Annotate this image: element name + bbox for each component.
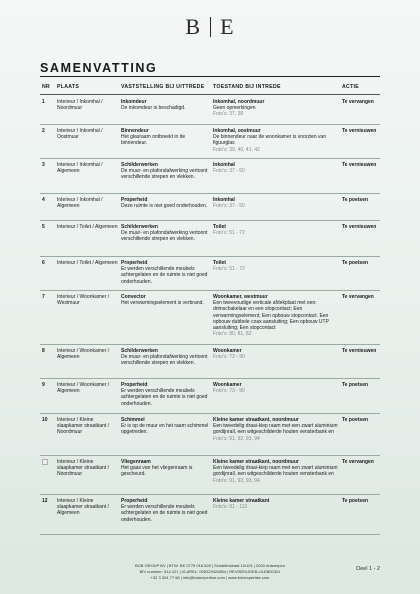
row-number: 3 — [42, 162, 45, 168]
header-toestand: TOESTAND BIJ INTREDE — [213, 84, 281, 90]
row-vaststelling — [121, 417, 211, 436]
vaststelling-text: De muur- en plafondafwerking vertoont verschillende strepen en vlekken. — [121, 230, 208, 243]
toestand-photos: Foto's: 91, 92, 93, 94 — [213, 435, 260, 442]
vaststelling-title: Schimmel — [121, 417, 145, 423]
toestand-text: De binnendeur naar de woonkamer is voorzien van figuurglas — [213, 134, 327, 147]
header-plaats: PLAATS — [57, 84, 80, 90]
row-vaststelling — [121, 382, 211, 407]
toestand-text: Een tweedelig draai-kiep raam met een zwart aluminium gordijnrail, een witgeschilderde houten vensterbank en — [213, 423, 338, 436]
toestand-title: Inkomhal, oostmuur — [213, 128, 261, 134]
vaststelling-text: Het gaas van het vliegenraam is gescheurd. — [121, 465, 193, 478]
table-row — [40, 290, 380, 344]
row-actie: Te poetsen — [342, 382, 369, 388]
table-row — [40, 220, 380, 256]
toestand-text: Een tweevoudige verticale afdekplaat met een: drimschakelaar en een stopcontact; Een verwarmingselement; Een opbouw stopcontact. Een opbouw dubbele coax aansluiting; Een opbouw UTP aansluiting; Een stopcontact — [213, 300, 329, 332]
row-vaststelling — [121, 348, 211, 367]
vaststelling-title: Vliegenraam — [121, 459, 151, 465]
vaststelling-text: De muur- en plafondafwerking vertoont verschillende strepen en vlekken. — [121, 168, 208, 181]
row-actie: Te poetsen — [342, 260, 369, 266]
toestand-title: Woonkamer — [213, 382, 242, 388]
vaststelling-title: Properheid — [121, 197, 148, 203]
toestand-title: Toilet — [213, 224, 226, 230]
row-number: 7 — [42, 294, 45, 300]
row-toestand — [213, 498, 339, 510]
vaststelling-text: Het verwarmingselement is verbrand. — [121, 300, 204, 307]
table-row — [40, 95, 380, 124]
row-number: 8 — [42, 348, 45, 354]
vaststelling-title: Inkomdeur — [121, 99, 147, 105]
row-toestand — [213, 417, 339, 442]
row-vaststelling — [121, 459, 211, 478]
row-plaats: Interieur / Kleine slaapkamer straatkant / Noordmuur — [57, 459, 109, 478]
toestand-photos: Foto's: 91, 92, 93, 94 — [213, 477, 260, 484]
row-plaats: Interieur / Inkomhal / Noordmuur — [57, 99, 103, 112]
row-number: 4 — [42, 197, 45, 203]
title-rule — [40, 76, 380, 77]
row-vaststelling — [121, 224, 211, 243]
row-actie: Te vernieuwen — [342, 162, 377, 168]
row-toestand — [213, 197, 339, 209]
toestand-title: Toilet — [213, 260, 226, 266]
vaststelling-text: Er werden verschillende meubels achtergelaten en de ruimte is niet goed onderhouden. — [121, 266, 208, 285]
table-row — [40, 378, 380, 413]
row-toestand — [213, 294, 339, 337]
row-actie: Te vernieuwen — [342, 224, 377, 230]
row-vaststelling — [121, 294, 211, 306]
row-number: 12 — [42, 498, 48, 504]
row-toestand — [213, 348, 339, 360]
header-nr: NR — [42, 84, 51, 90]
toestand-photos: Foto's: 80, 81, 82 — [213, 331, 252, 338]
toestand-photos: Foto's: 51 - 72 — [213, 230, 245, 237]
row-actie: Te poetsen — [342, 197, 369, 203]
row-toestand — [213, 224, 339, 236]
row-vaststelling — [121, 162, 211, 181]
toestand-title: Inkomhal — [213, 162, 235, 168]
row-actie: Te vervangen — [342, 99, 374, 105]
row-number: 9 — [42, 382, 45, 388]
vaststelling-text: Er is op de muur en het raam schimmel opgetreden. — [121, 423, 209, 436]
vaststelling-title: Properheid — [121, 260, 148, 266]
toestand-title: Kleine kamer straatkant, noordmuur — [213, 417, 299, 423]
page-title: SAMENVATTING — [40, 61, 158, 75]
row-toestand — [213, 128, 339, 153]
table-row — [40, 494, 380, 534]
row-plaats: Interieur / Kleine slaapkamer straatkant / Noordmuur — [57, 417, 109, 436]
table-row — [40, 344, 380, 378]
row-toestand — [213, 260, 339, 272]
row-number: 2 — [42, 128, 45, 134]
table-row — [40, 455, 380, 494]
vaststelling-title: Properheid — [121, 382, 148, 388]
toestand-photos: Foto's: 37, 38 — [213, 111, 244, 118]
row-number: 6 — [42, 260, 45, 266]
vaststelling-title: Binnendeur — [121, 128, 149, 134]
table-row — [40, 158, 380, 193]
row-plaats: Interieur / Toilet / Algemeen — [57, 224, 118, 230]
table-row — [40, 124, 380, 158]
row-number: 1 — [42, 99, 45, 105]
row-number: 10 — [42, 417, 48, 423]
row-actie: Te vervangen — [342, 459, 374, 465]
toestand-photos: Foto's: 73 - 90 — [213, 388, 245, 395]
logo-letter-right: E — [220, 14, 235, 39]
row-plaats: Interieur / Woonkamer / Westmuur — [57, 294, 110, 307]
toestand-photos: Foto's: 51 - 72 — [213, 266, 245, 273]
row-number: 5 — [42, 224, 45, 230]
row-toestand — [213, 382, 339, 394]
table-row — [40, 193, 380, 220]
toestand-title: Kleine kamer straatkant, noordmuur — [213, 459, 299, 465]
row-plaats: Interieur / Inkomhal / Algemeen — [57, 162, 103, 175]
vaststelling-text: De muur- en plafondafwerking vertoont verschillende strepen en vlekken. — [121, 354, 208, 367]
header-actie: ACTIE — [342, 84, 360, 90]
toestand-title: Woonkamer — [213, 348, 242, 354]
toestand-title: Kleine kamer straatkant — [213, 498, 270, 504]
row-checkbox[interactable] — [42, 459, 48, 467]
row-actie: Te poetsen — [342, 417, 369, 423]
row-toestand — [213, 99, 339, 118]
header-vaststelling: VASTSTELLING BIJ UITTREDE — [121, 84, 205, 90]
table-row — [40, 256, 380, 290]
row-actie: Te vervangen — [342, 294, 374, 300]
row-vaststelling — [121, 498, 211, 523]
toestand-photos: Foto's: 73 - 90 — [213, 354, 245, 361]
vaststelling-title: Schilderwerken — [121, 348, 158, 354]
row-plaats: Interieur / Woonkamer / Algemeen — [57, 382, 110, 395]
vaststelling-text: Er werden verschillende meubels achtergelaten en de ruimte is niet goed onderhouden. — [121, 388, 208, 407]
row-plaats: Interieur / Inkomhal / Oostmuur — [57, 128, 103, 141]
logo-letter-left: B — [185, 14, 202, 39]
toestand-photos: Foto's: 37 - 50 — [213, 203, 245, 210]
row-vaststelling — [121, 260, 211, 285]
footer-company: BOB GROUP BV | BTW: BE 0779 018 526 | Schaliënstraat 10/101 | 2000 Antwerpen — [135, 563, 285, 568]
toestand-photos: Foto's: 39, 40, 41, 42 — [213, 146, 260, 153]
row-toestand — [213, 459, 339, 484]
row-actie: Te vernieuwen — [342, 348, 377, 354]
row-plaats: Interieur / Kleine slaapkamer straatkant / Algemeen — [57, 498, 109, 517]
vaststelling-title: Schilderwerken — [121, 162, 158, 168]
row-actie: Te vernieuwen — [342, 128, 377, 134]
vaststelling-text: De inkomdeur is beschadigd. — [121, 105, 186, 112]
footer-registration: BIV nummer: 514.121 | VLAREL: 005229420854 | REVISIE/UGEB-ULEB00301 — [139, 569, 281, 574]
row-actie: Te poetsen — [342, 498, 369, 504]
table-header — [40, 84, 380, 93]
checkbox-icon — [42, 459, 48, 465]
row-divider — [40, 534, 380, 535]
toestand-title: Inkomhal — [213, 197, 235, 203]
row-plaats: Interieur / Inkomhal / Algemeen — [57, 197, 103, 210]
row-vaststelling — [121, 197, 211, 209]
toestand-photos: Foto's: 91 - 112 — [213, 504, 248, 511]
page-number: Deel 1 - 2 — [356, 566, 380, 572]
row-plaats: Interieur / Toilet / Algemeen — [57, 260, 118, 266]
vaststelling-title: Schilderwerken — [121, 224, 158, 230]
company-logo — [0, 14, 420, 40]
toestand-text: Een tweedelig draai-kiep raam met een zwart aluminium gordijnrail, een witgeschilderde houten vensterbank en — [213, 465, 338, 478]
vaststelling-title: Properheid — [121, 498, 148, 504]
toestand-photos: Foto's: 37 - 50 — [213, 168, 245, 175]
toestand-title: Woonkamer, westmuur — [213, 294, 268, 300]
vaststelling-text: Er werden verschillende meubels achtergelaten en de ruimte is niet goed onderhouden. — [121, 504, 208, 523]
footer-contact: +32 3 304 77 66 | info@bobexpertise.com | www.bobexpertise.com — [150, 575, 270, 580]
vaststelling-text: Het glasraam ontbreekt in de binnendeur. — [121, 134, 186, 147]
vaststelling-title: Convector — [121, 294, 146, 300]
toestand-title: Inkomhal, noordmuur — [213, 99, 265, 105]
logo-divider — [210, 17, 211, 37]
row-vaststelling — [121, 99, 211, 111]
row-toestand — [213, 162, 339, 174]
row-vaststelling — [121, 128, 211, 147]
toestand-text: Geen opmerkingen — [213, 105, 256, 112]
vaststelling-text: Deze ruimte is niet goed onderhouden. — [121, 203, 208, 210]
table-row — [40, 413, 380, 455]
row-plaats: Interieur / Woonkamer / Algemeen — [57, 348, 110, 361]
